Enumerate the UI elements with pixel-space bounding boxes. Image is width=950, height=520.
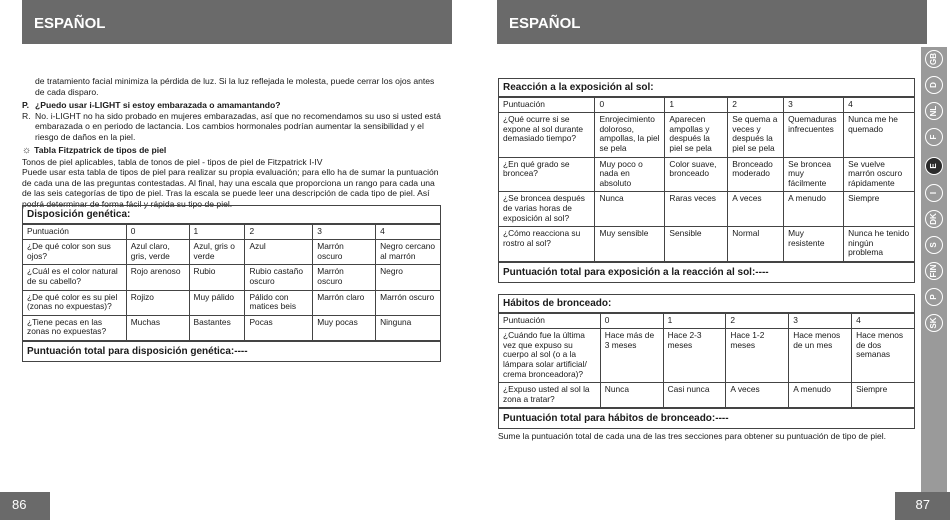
table-cell: ¿Tiene pecas en las zonas no expuestas? (23, 315, 127, 341)
answer-text: No. i-LIGHT no ha sido probado en mujeres embarazadas, así que no recomendamos su uso si usted está embarazada o en periodo de lactancia. Los cambios hormonales podrían aumentar la sensibilidad y el riesgo de daños en la piel. (35, 110, 441, 142)
table-cell: Casi nunca (663, 383, 726, 409)
table-cell: Marrón oscuro (376, 290, 441, 315)
page-number-left: 86 (0, 492, 50, 520)
intro-text: de tratamiento facial minimiza la pérdida de luz. Si la luz reflejada le molesta, puede cerrar los ojos antes de cada disparo. (35, 76, 435, 97)
language-tab-dk[interactable]: DK (925, 210, 943, 228)
table-cell: Sensible (665, 227, 728, 262)
table-cell: ¿Qué ocurre si se expone al sol durante demasiado tiempo? (499, 113, 595, 157)
table-row (23, 315, 441, 341)
table-cell: Siempre (852, 383, 915, 409)
table-cell: Raras veces (665, 192, 728, 227)
answer-label: R. (22, 110, 31, 121)
table-cell: ¿De qué color es su piel (zonas no expuestas)? (23, 290, 127, 315)
table-cell: Quemaduras infrecuentes (784, 113, 844, 157)
table-cell: Bronceado moderado (728, 157, 784, 192)
table-cell: Nunca he tenido ningún problema (844, 227, 915, 262)
table-cell: Rubio castaño oscuro (245, 265, 313, 290)
table-cell: Hace menos de dos semanas (852, 329, 915, 383)
table-cell: ¿Se broncea después de varias horas de exposición al sol? (499, 192, 595, 227)
table-cell: Nunca me he quemado (844, 113, 915, 157)
language-tab-i[interactable]: I (925, 184, 943, 202)
table-cell: ¿Expuso usted al sol la zona a tratar? (499, 383, 601, 409)
genetic-table (22, 205, 441, 362)
tanning-habits-title: Hábitos de bronceado: (499, 295, 915, 313)
faq-question (22, 100, 442, 111)
table-cell: Hace menos de un mes (789, 329, 852, 383)
table-cell: Muy sensible (595, 227, 665, 262)
right-page (475, 0, 950, 520)
header-cell: Puntuación (499, 313, 601, 329)
table-cell: Marrón oscuro (313, 240, 376, 265)
header-cell: 2 (728, 97, 784, 113)
table-cell: ¿En qué grado se broncea? (499, 157, 595, 192)
table-cell: ¿Cuándo fue la última vez que expuso su cuerpo al sol (o a la lámpara solar artificial/ crema bronceadora)? (499, 329, 601, 383)
table-cell: Muy pálido (189, 290, 245, 315)
language-tab-fin[interactable]: FIN (925, 262, 943, 280)
table-cell: A menudo (784, 192, 844, 227)
table-cell: Marrón claro (313, 290, 376, 315)
header-cell: 1 (663, 313, 726, 329)
table-row (499, 113, 915, 157)
language-tab-p[interactable]: P (925, 288, 943, 306)
table-cell: Aparecen ampollas y después la piel se pela (665, 113, 728, 157)
table-cell: Hace 2-3 meses (663, 329, 726, 383)
table-cell: Muchas (126, 315, 189, 341)
table-cell: Ninguna (376, 315, 441, 341)
table-cell: Azul, gris o verde (189, 240, 245, 265)
table-cell: Marrón oscuro (313, 265, 376, 290)
table-row (499, 329, 915, 383)
fitzpatrick-title-text: Tabla Fitzpatrick de tipos de piel (34, 145, 167, 155)
table-cell: Muy poco o nada en absoluto (595, 157, 665, 192)
table-row (23, 265, 441, 290)
table-cell: Nunca (595, 192, 665, 227)
header-cell: 1 (189, 224, 245, 240)
table-cell: Rojizo (126, 290, 189, 315)
tanning-habits-table (498, 294, 915, 429)
table-cell: A veces (726, 383, 789, 409)
header-cell: 3 (789, 313, 852, 329)
table-cell: ¿Cómo reacciona su rostro al sol? (499, 227, 595, 262)
table-cell: Pocas (245, 315, 313, 341)
header-cell: 2 (245, 224, 313, 240)
table-row (499, 157, 915, 192)
page-number-right: 87 (895, 492, 950, 520)
sun-reaction-total: Puntuación total para exposición a la reacción al sol:---- (499, 262, 915, 282)
page-header-right: ESPAÑOL (497, 0, 927, 44)
table-cell: Muy pocas (313, 315, 376, 341)
header-cell: 4 (844, 97, 915, 113)
table-row (23, 240, 441, 265)
table-row (499, 227, 915, 262)
table-cell: Rubio (189, 265, 245, 290)
question-text: ¿Puedo usar i-LIGHT si estoy embarazada o amamantando? (35, 100, 281, 110)
table-cell: Enrojecimiento doloroso, ampollas, la piel se pela (595, 113, 665, 157)
table-cell: Azul (245, 240, 313, 265)
language-tab-gb[interactable]: GB (925, 50, 943, 68)
header-cell: 3 (313, 224, 376, 240)
language-tab-f[interactable]: F (925, 128, 943, 146)
table-row (499, 192, 915, 227)
faq-answer (22, 111, 442, 143)
table-cell: Se quema a veces y después la piel se pela (728, 113, 784, 157)
table-cell: Se vuelve marrón oscuro rápidamente (844, 157, 915, 192)
table-cell: Pálido con matices beis (245, 290, 313, 315)
table-cell: ¿Cuál es el color natural de su cabello? (23, 265, 127, 290)
sun-reaction-title: Reacción a la exposición al sol: (499, 79, 915, 97)
header-cell: 2 (726, 313, 789, 329)
fitzpatrick-text: Puede usar esta tabla de tipos de piel para realizar su propia evaluación; para ello ha de sumar la puntuación de cada una de las preguntas contestadas. Al final, hay una escala que proporciona un rango para cada una de las seis categorías de tipo de piel. Tras la escala se puede leer una descripción de cada tipo de piel. Así podrá determinar de forma fácil y rápida su tipo de piel. (22, 167, 439, 209)
sun-icon: ☼ (22, 145, 32, 156)
table-cell: Hace más de 3 meses (600, 329, 663, 383)
table-cell: Se broncea muy fácilmente (784, 157, 844, 192)
table-cell: Azul claro, gris, verde (126, 240, 189, 265)
table-cell: Negro (376, 265, 441, 290)
table-cell: Muy resistente (784, 227, 844, 262)
header-cell: 3 (784, 97, 844, 113)
language-tab-nl[interactable]: NL (925, 102, 943, 120)
table-cell: Color suave, bronceado (665, 157, 728, 192)
language-tab-sk[interactable]: SK (925, 314, 943, 332)
fitzpatrick-title (22, 145, 442, 157)
summary-text: Sume la puntuación total de cada una de las tres secciones para obtener su puntuación de tipo de piel. (498, 431, 886, 441)
header-cell: 0 (595, 97, 665, 113)
table-cell: Nunca (600, 383, 663, 409)
table-cell: ¿De qué color son sus ojos? (23, 240, 127, 265)
left-body (22, 76, 442, 209)
table-cell: Rojo arenoso (126, 265, 189, 290)
header-cell: Puntuación (23, 224, 127, 240)
language-tab-s[interactable]: S (925, 236, 943, 254)
table-cell: Bastantes (189, 315, 245, 341)
sun-reaction-table (498, 78, 915, 283)
table-row (499, 383, 915, 409)
table-cell: Normal (728, 227, 784, 262)
table-row (23, 290, 441, 315)
table-cell: Negro cercano al marrón (376, 240, 441, 265)
fitzpatrick-subtitle: Tonos de piel aplicables, tabla de tonos de piel - tipos de piel de Fitzpatrick I-IV (22, 156, 323, 167)
header-cell: Puntuación (499, 97, 595, 113)
header-cell: 4 (376, 224, 441, 240)
table-cell: A menudo (789, 383, 852, 409)
tanning-habits-total: Puntuación total para hábitos de bronceado:---- (499, 408, 915, 428)
question-label: P. (22, 100, 30, 110)
header-cell: 1 (665, 97, 728, 113)
table-cell: Siempre (844, 192, 915, 227)
page-header-left: ESPAÑOL (22, 0, 452, 44)
language-tab-d[interactable]: D (925, 76, 943, 94)
language-tab-e[interactable]: E (925, 157, 943, 175)
header-cell: 4 (852, 313, 915, 329)
header-cell: 0 (600, 313, 663, 329)
genetic-table-title: Disposición genética: (23, 206, 441, 224)
header-cell: 0 (126, 224, 189, 240)
genetic-total: Puntuación total para disposición genética:---- (23, 341, 441, 361)
table-cell: Hace 1-2 meses (726, 329, 789, 383)
table-cell: A veces (728, 192, 784, 227)
